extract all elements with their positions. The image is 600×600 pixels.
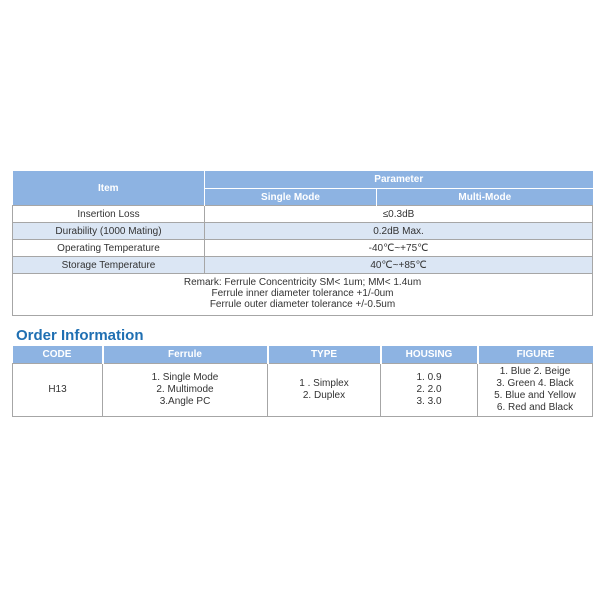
type-option: 2. Duplex [302,390,346,401]
row-item: Storage Temperature [13,257,205,274]
housing-cell [381,364,478,417]
code-cell: H13 [13,364,103,417]
figure-cell [478,364,593,417]
row-item: Operating Temperature [13,240,205,257]
order-information-title: Order Information [16,327,144,344]
remark-cell [13,274,593,316]
figure-option: 1. Blue 2. Beige [499,366,571,377]
row-value: 40℃~+85℃ [205,257,593,274]
row-value: -40℃~+75℃ [205,240,593,257]
housing-header: HOUSING [381,346,478,364]
housing-option: 3. 3.0 [416,396,442,407]
housing-option: 1. 0.9 [416,372,442,383]
table-row [13,240,593,257]
row-item: Durability (1000 Mating) [13,223,205,240]
ferrule-option: 3.Angle PC [159,396,211,407]
ferrule-option: 2. Multimode [156,384,214,395]
row-value: ≤0.3dB [205,206,593,223]
row-item: Insertion Loss [13,206,205,223]
remark-line: Ferrule outer diameter tolerance +/-0.5um [209,299,396,310]
figure-option: 6. Red and Black [496,402,574,413]
multi-mode-header: Multi-Mode [377,189,593,206]
figure-header: FIGURE [478,346,593,364]
ferrule-option: 1. Single Mode [151,372,219,383]
figure-option: 5. Blue and Yellow [494,390,576,401]
type-option: 1 . Simplex [299,378,349,389]
ferrule-header: Ferrule [103,346,268,364]
single-mode-header: Single Mode [205,189,377,206]
figure-option: 3. Green 4. Black [496,378,574,389]
remark-line: Remark: Ferrule Concentricity SM< 1um; MM< 1.4um [183,277,422,288]
order-information-table [12,346,593,417]
specification-table [12,171,593,316]
table-row [13,257,593,274]
housing-option: 2. 2.0 [416,384,442,395]
table-row [13,223,593,240]
code-header: CODE [13,346,103,364]
remark-line: Ferrule inner diameter tolerance +1/-0um [211,288,394,299]
type-header: TYPE [268,346,381,364]
ferrule-cell [103,364,268,417]
row-value: 0.2dB Max. [205,223,593,240]
table-row [13,364,593,417]
type-cell [268,364,381,417]
parameter-header: Parameter [205,171,593,189]
table-row [13,206,593,223]
remark-row [13,274,593,316]
item-header: Item [13,171,205,206]
